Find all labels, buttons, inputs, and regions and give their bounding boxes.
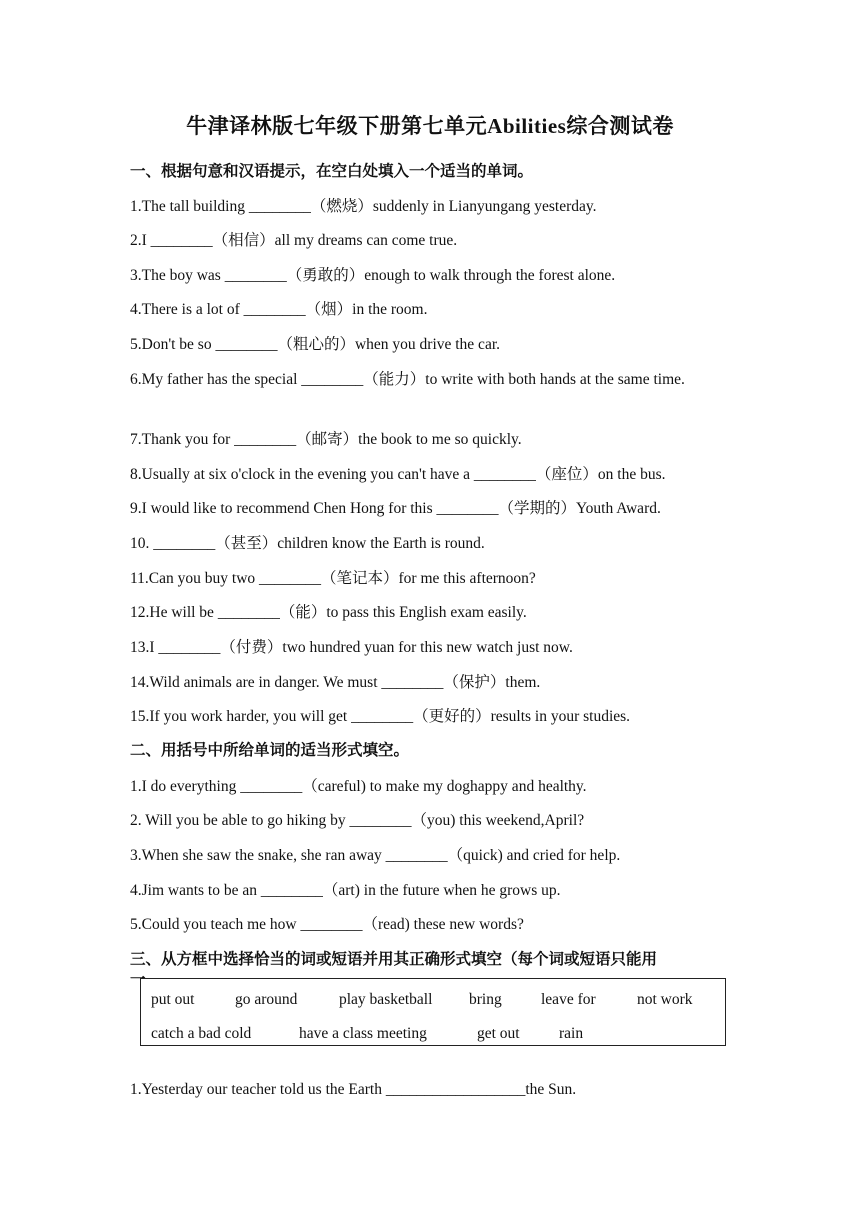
word-box-item: rain xyxy=(559,1025,584,1042)
question-item: 6.My father has the special ________（能力）to write with both hands at the same time. xyxy=(130,371,685,388)
word-box-item: not work xyxy=(637,991,693,1008)
section-2-heading: 二、用括号中所给单词的适当形式填空。 xyxy=(130,741,410,759)
section-3-heading: 三、从方框中选择恰当的词或短语并用其正确形式填空（每个词或短语只能用 xyxy=(130,950,658,968)
section-1-heading: 一、根据句意和汉语提示，在空白处填入一个适当的单词。 xyxy=(130,162,534,180)
question-item: 10. ________（甚至）children know the Earth is round. xyxy=(130,535,485,552)
question-item: 9.I would like to recommend Chen Hong for this ________（学期的）Youth Award. xyxy=(130,500,661,517)
question-item: 4.There is a lot of ________（烟）in the room. xyxy=(130,301,428,318)
question-item: 7.Thank you for ________（邮寄）the book to me so quickly. xyxy=(130,431,522,448)
word-box xyxy=(140,978,726,1046)
question-item: 14.Wild animals are in danger. We must ________（保护）them. xyxy=(130,674,541,691)
word-box-item: go around xyxy=(235,991,298,1008)
question-item: 15.If you work harder, you will get ________（更好的）results in your studies. xyxy=(130,708,631,725)
question-item: 12.He will be ________（能）to pass this English exam easily. xyxy=(130,604,527,621)
word-box-item: put out xyxy=(151,991,195,1008)
question-item: 2. Will you be able to go hiking by ________（you) this weekend,April? xyxy=(130,812,585,829)
question-item: 1.Yesterday our teacher told us the Earth __________________the Sun. xyxy=(130,1081,577,1098)
word-box-item: bring xyxy=(469,991,502,1008)
question-item: 2.I ________（相信）all my dreams can come true. xyxy=(130,232,458,249)
question-item: 3.The boy was ________（勇敢的）enough to walk through the forest alone. xyxy=(130,267,616,284)
page-title: 牛津译林版七年级下册第七单元Abilities综合测试卷 xyxy=(186,114,674,138)
question-item: 1.I do everything ________（careful) to make my doghappy and healthy. xyxy=(130,778,587,795)
word-box-item: have a class meeting xyxy=(299,1025,427,1042)
question-item: 1.The tall building ________（燃烧）suddenly in Lianyungang yesterday. xyxy=(130,198,597,215)
question-item: 5.Don't be so ________（粗心的）when you drive the car. xyxy=(130,336,501,353)
question-item: 3.When she saw the snake, she ran away ________（quick) and cried for help. xyxy=(130,847,621,864)
question-item: 5.Could you teach me how ________（read) these new words? xyxy=(130,916,524,933)
word-box-item: catch a bad cold xyxy=(151,1025,252,1042)
word-box-item: get out xyxy=(477,1025,520,1042)
question-item: 8.Usually at six o'clock in the evening you can't have a ________（座位）on the bus. xyxy=(130,466,666,483)
question-item: 13.I ________（付费）two hundred yuan for this new watch just now. xyxy=(130,639,573,656)
word-box-item: leave for xyxy=(541,991,596,1008)
word-box-item: play basketball xyxy=(339,991,433,1008)
question-item: 11.Can you buy two ________（笔记本）for me this afternoon? xyxy=(130,570,536,587)
question-item: 4.Jim wants to be an ________（art) in the future when he grows up. xyxy=(130,882,561,899)
section-3-heading-overflow: 一 xyxy=(130,970,146,988)
